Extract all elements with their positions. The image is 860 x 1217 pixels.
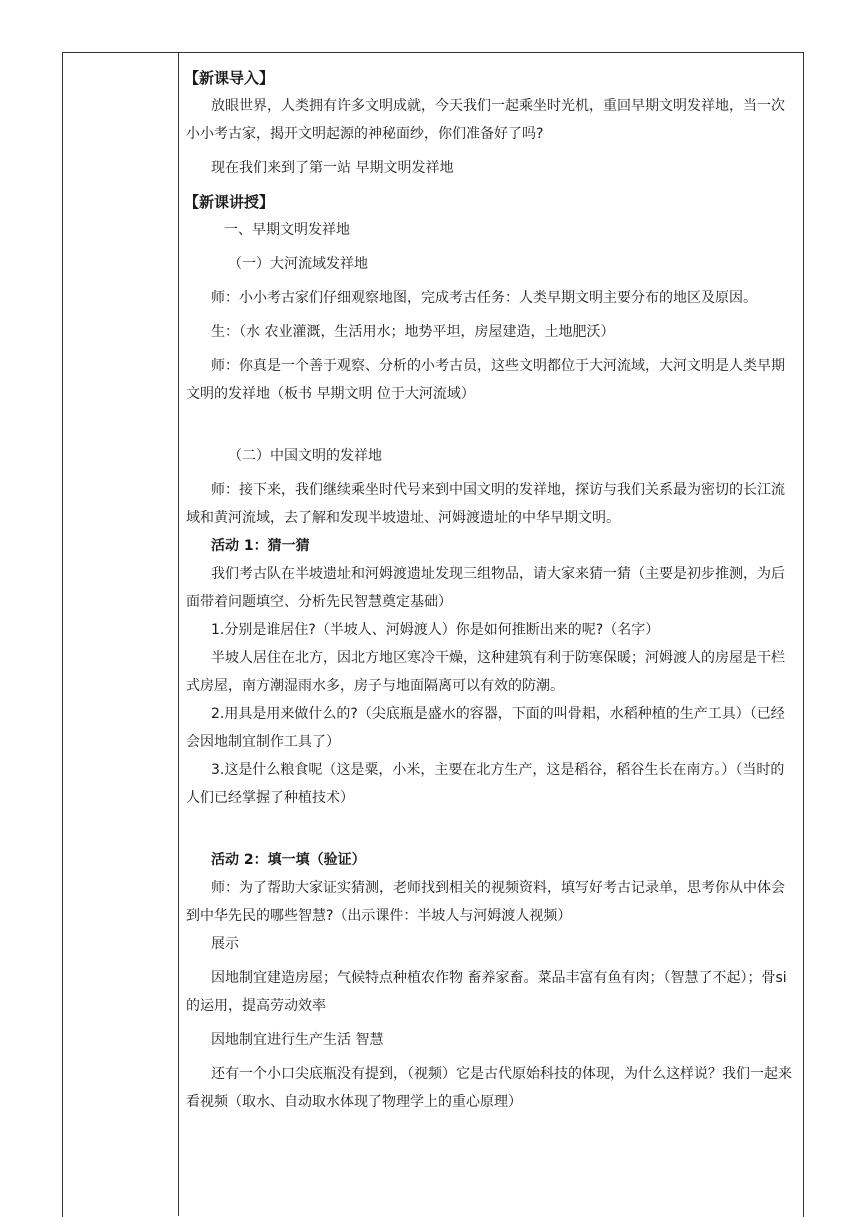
intro-heading: 【新课导入】 [184,69,275,87]
activity-2-title: 活动 2：填一填（验证） [211,852,366,868]
activity-1-question-2: 2.用具是用来做什么的?（尖底瓶是盛水的容器，下面的叫骨耜，水稻种植的生产工具）（已经会因地制宜制作工具了） [186,706,785,750]
activity-2-paragraph-4: 因地制宜进行生产生活 智慧 [211,1032,384,1048]
student-line-1: 生：（水 农业灌溉，生活用水；地势平坦，房屋建造，土地肥沃） [211,324,615,340]
activity-1-question-1: 1.分别是谁居住?（半坡人、河姆渡人）你是如何推断出来的呢?（名字） [211,622,660,638]
intro-paragraph-1: 放眼世界，人类拥有许多文明成就，今天我们一起乘坐时光机，重回早期文明发祥地，当一次小小考古家，揭开文明起源的神秘面纱，你们准备好了吗? [186,98,785,142]
teach-heading: 【新课讲授】 [184,193,275,211]
activity-2-paragraph-1: 师：为了帮助大家证实猜测，老师找到相关的视频资料，填写好考古记录单，思考你从中体会到中华先民的哪些智慧?（出示课件：半坡人与河姆渡人视频） [186,880,785,924]
activity-1-title: 活动 1：猜一猜 [211,538,310,554]
intro-paragraph-2: 现在我们来到了第一站 早期文明发祥地 [211,160,454,176]
lesson-content [186,64,796,1116]
part1-subtitle-1: （一）大河流域发祥地 [228,256,368,272]
activity-1-question-3: 3.这是什么粮食呢（这是粟，小米，主要在北方生产，这是稻谷，稻谷生长在南方。）（当时的人们已经掌握了种植技术） [186,762,785,806]
part1-subtitle-2: （二）中国文明的发祥地 [228,448,382,464]
activity-2-paragraph-5: 还有一个小口尖底瓶没有提到，（视频）它是古代原始科技的体现，为什么这样说？我们一起来看视频（取水、自动取水体现了物理学上的重心原理） [186,1066,792,1110]
activity-2-paragraph-3: 因地制宜建造房屋；气候特点种植农作物 畜养家畜。菜品丰富有鱼有肉；（智慧了不起）；骨si的运用，提高劳动效率 [186,970,787,1014]
activity-2-paragraph-2: 展示 [211,936,239,952]
teacher-line-1: 师：小小考古家们仔细观察地图，完成考古任务：人类早期文明主要分布的地区及原因。 [211,290,757,306]
teacher-line-3: 师：接下来，我们继续乘坐时代号来到中国文明的发祥地，探访与我们关系最为密切的长江流域和黄河流域，去了解和发现半坡遗址、河姆渡遗址的中华早期文明。 [186,482,785,526]
activity-1-answer-1: 半坡人居住在北方，因北方地区寒冷干燥，这种建筑有利于防寒保暖；河姆渡人的房屋是干栏式房屋，南方潮湿雨水多，房子与地面隔离可以有效的防潮。 [186,650,785,694]
table-column-divider [178,52,179,1216]
teacher-line-2: 师：你真是一个善于观察、分析的小考古员，这些文明都位于大河流域，大河文明是人类早期文明的发祥地（板书 早期文明 位于大河流域） [186,358,785,402]
activity-1-intro: 我们考古队在半坡遗址和河姆渡遗址发现三组物品，请大家来猜一猜（主要是初步推测，为后面带着问题填空、分析先民智慧奠定基础） [186,566,785,610]
part1-title: 一、早期文明发祥地 [224,222,350,238]
